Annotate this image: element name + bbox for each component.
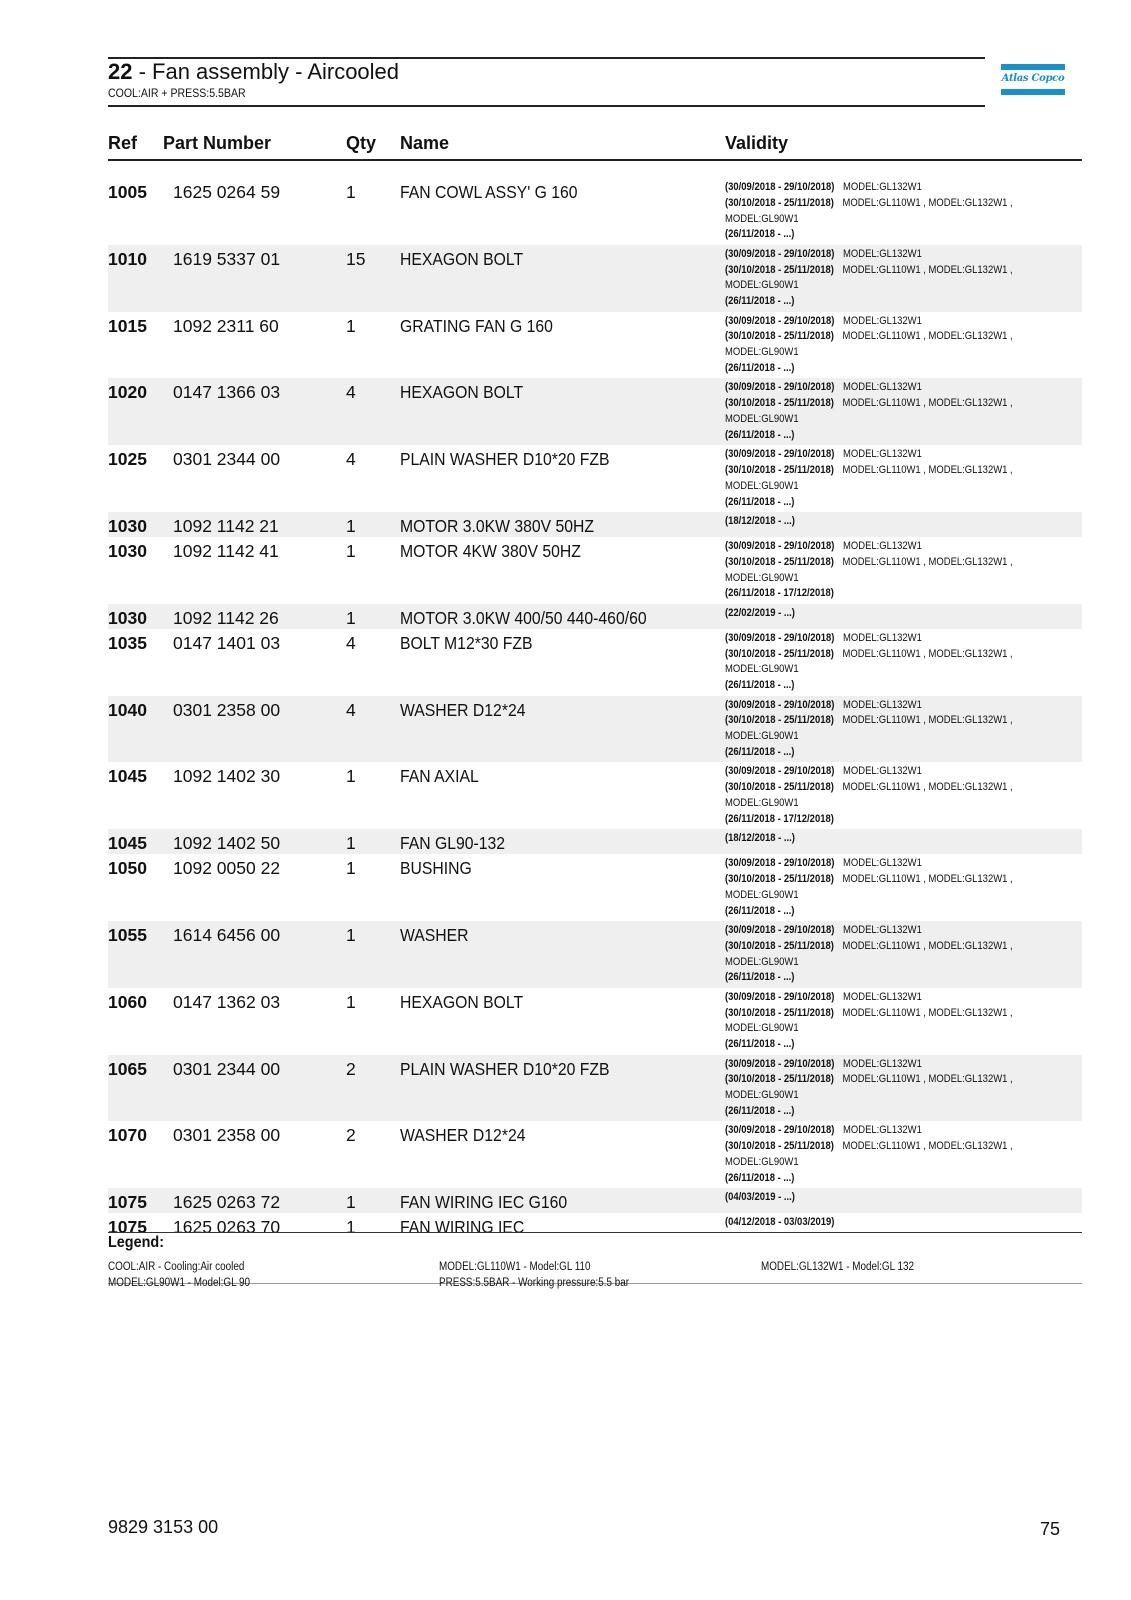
col-validity-header: Validity [725, 133, 789, 153]
logo-bar-bottom [1001, 89, 1065, 95]
validity-line [725, 1037, 1032, 1053]
validity-date-range: (04/03/2019 - ...) [725, 1191, 795, 1204]
validity-models: MODEL:GL132W1 [843, 314, 922, 327]
validity-date-range: (26/11/2018 - 17/12/2018) [725, 587, 834, 600]
validity-line [725, 1021, 1032, 1037]
validity-models: MODEL:GL90W1 [725, 346, 799, 359]
name-cell: PLAIN WASHER D10*20 FZB [400, 1058, 610, 1079]
name-cell: WASHER D12*24 [400, 1125, 526, 1146]
validity-date-range: (26/11/2018 - ...) [725, 904, 795, 917]
ref-cell: 1010 [108, 248, 147, 269]
validity-date-range: (30/09/2018 - 29/10/2018) [725, 990, 835, 1003]
validity-line [725, 1072, 1032, 1088]
validity-models: MODEL:GL110W1 , MODEL:GL132W1 , [842, 330, 1013, 343]
name-cell: MOTOR 4KW 380V 50HZ [400, 541, 581, 561]
validity-line [725, 745, 1032, 761]
validity-date-range: (30/09/2018 - 29/10/2018) [725, 381, 835, 394]
validity-models: MODEL:GL110W1 , MODEL:GL132W1 , [842, 463, 1013, 476]
validity-line [725, 294, 1032, 310]
validity-date-range: (30/10/2018 - 25/11/2018) [725, 1006, 834, 1019]
ref-cell: 1025 [108, 449, 147, 470]
validity-date-range: (26/11/2018 - ...) [725, 1038, 795, 1051]
legend-item: MODEL:GL90W1 - Model:GL 90 [108, 1277, 251, 1289]
ref-cell: 1055 [108, 925, 147, 945]
validity-line [725, 463, 1032, 479]
validity-models: MODEL:GL132W1 [843, 990, 922, 1003]
table-row [108, 178, 1082, 245]
validity-line [725, 1139, 1032, 1155]
validity-models: MODEL:GL110W1 , MODEL:GL132W1 , [842, 714, 1013, 727]
validity-line [725, 196, 1032, 212]
validity-cell [725, 856, 1082, 919]
validity-line [725, 1088, 1032, 1104]
validity-line [725, 904, 1032, 920]
validity-models: MODEL:GL132W1 [843, 698, 922, 711]
validity-date-range: (04/12/2018 - 03/03/2019) [725, 1216, 835, 1229]
table-row [108, 378, 1082, 445]
validity-date-range: (30/10/2018 - 25/11/2018) [725, 872, 834, 885]
qty-cell: 1 [346, 516, 356, 536]
ref-cell: 1065 [108, 1058, 147, 1079]
validity-date-range: (26/11/2018 - ...) [725, 679, 795, 692]
validity-date-range: (30/10/2018 - 25/11/2018) [725, 1140, 834, 1153]
ref-cell: 1045 [108, 766, 147, 787]
validity-date-range: (26/11/2018 - ...) [725, 495, 795, 508]
ref-cell: 1075 [108, 1192, 147, 1213]
ref-cell: 1030 [108, 541, 147, 561]
validity-line [725, 586, 1032, 602]
validity-models: MODEL:GL110W1 , MODEL:GL132W1 , [842, 781, 1013, 794]
qty-cell: 1 [346, 925, 356, 945]
table-row [108, 312, 1082, 379]
table-row [108, 921, 1082, 988]
name-cell: MOTOR 3.0KW 380V 50HZ [400, 516, 595, 536]
validity-date-range: (30/10/2018 - 25/11/2018) [725, 1073, 834, 1086]
validity-models: MODEL:GL110W1 , MODEL:GL132W1 , [842, 647, 1013, 660]
table-header [108, 131, 1082, 161]
validity-line [725, 606, 1032, 622]
validity-line [725, 1190, 1032, 1206]
table-row [108, 537, 1082, 604]
ref-cell: 1030 [108, 516, 147, 536]
qty-cell: 1 [346, 315, 356, 336]
validity-date-range: (30/10/2018 - 25/11/2018) [725, 647, 834, 660]
part-number-cell: 1092 1402 30 [173, 766, 281, 787]
part-number-cell: 0301 2344 00 [173, 1058, 281, 1079]
validity-line [725, 479, 1032, 495]
validity-models: MODEL:GL110W1 , MODEL:GL132W1 , [842, 939, 1013, 952]
validity-line [725, 990, 1032, 1006]
validity-models: MODEL:GL132W1 [843, 181, 922, 193]
validity-models: MODEL:GL110W1 , MODEL:GL132W1 , [842, 872, 1013, 885]
validity-line [725, 514, 1032, 530]
validity-line [725, 1155, 1032, 1171]
validity-date-range: (26/11/2018 - ...) [725, 228, 795, 241]
validity-date-range: (30/10/2018 - 25/11/2018) [725, 397, 834, 410]
validity-models: MODEL:GL90W1 [725, 279, 799, 292]
part-number-cell: 1625 0263 72 [173, 1192, 281, 1213]
validity-models: MODEL:GL110W1 , MODEL:GL132W1 , [842, 196, 1013, 209]
validity-cell [725, 1190, 1082, 1206]
validity-line [725, 856, 1032, 872]
validity-models: MODEL:GL110W1 , MODEL:GL132W1 , [842, 263, 1013, 276]
page-title [108, 59, 399, 85]
validity-line [725, 396, 1032, 412]
col-part-number-header: Part Number [163, 133, 272, 153]
validity-line [725, 314, 1032, 330]
validity-models: MODEL:GL90W1 [725, 1155, 799, 1168]
validity-line [725, 380, 1032, 396]
table-row [108, 1121, 1082, 1188]
part-number-cell: 0147 1401 03 [173, 632, 281, 653]
validity-line [725, 447, 1032, 463]
validity-cell [725, 831, 1082, 847]
table-row [108, 629, 1082, 696]
validity-cell [725, 380, 1082, 443]
validity-date-range: (26/11/2018 - ...) [725, 1171, 795, 1184]
validity-models: MODEL:GL110W1 , MODEL:GL132W1 , [842, 1073, 1013, 1086]
validity-line [725, 1104, 1032, 1120]
section-number: 22 [108, 59, 133, 84]
validity-models: MODEL:GL90W1 [725, 1022, 799, 1035]
validity-line [725, 428, 1032, 444]
validity-line [725, 939, 1032, 955]
validity-line [725, 764, 1032, 780]
validity-date-range: (30/10/2018 - 25/11/2018) [725, 196, 834, 209]
legend-item: MODEL:GL132W1 - Model:GL 132 [761, 1261, 914, 1273]
section-title: - Fan assembly - Aircooled [132, 59, 400, 84]
name-cell: WASHER D12*24 [400, 699, 526, 720]
ref-cell: 1060 [108, 991, 147, 1012]
part-number-cell: 1092 2311 60 [173, 315, 279, 336]
col-name-header: Name [400, 133, 450, 153]
col-qty-header: Qty [346, 133, 377, 153]
validity-line [725, 1215, 1032, 1231]
validity-line [725, 780, 1032, 796]
part-number-cell: 1625 0264 59 [173, 182, 281, 202]
atlas-copco-logo [1001, 64, 1065, 94]
validity-models: MODEL:GL110W1 , MODEL:GL132W1 , [842, 1006, 1013, 1019]
table-row [108, 696, 1082, 763]
validity-cell [725, 990, 1082, 1053]
qty-cell: 1 [346, 858, 356, 879]
ref-cell: 1015 [108, 315, 147, 336]
ref-cell: 1005 [108, 182, 147, 202]
validity-date-range: (26/11/2018 - ...) [725, 745, 795, 758]
validity-models: MODEL:GL132W1 [843, 448, 922, 461]
legend-title: Legend: [108, 1234, 164, 1251]
validity-line [725, 1006, 1032, 1022]
legend [108, 1232, 1082, 1289]
part-number-cell: 1092 0050 22 [173, 858, 281, 879]
part-number-cell: 0301 2344 00 [173, 449, 281, 470]
document-number: 9829 3153 00 [108, 1517, 219, 1537]
validity-line [725, 955, 1032, 971]
name-cell: HEXAGON BOLT [400, 991, 524, 1012]
validity-models: MODEL:GL132W1 [843, 857, 922, 870]
validity-cell [725, 1057, 1082, 1120]
logo-text: Atlas Copco [1001, 73, 1065, 84]
validity-line [725, 412, 1032, 428]
validity-models: MODEL:GL90W1 [725, 412, 799, 425]
qty-cell: 1 [346, 1192, 356, 1213]
validity-cell [725, 180, 1082, 243]
validity-line [725, 345, 1032, 361]
validity-date-range: (30/09/2018 - 29/10/2018) [725, 448, 835, 461]
validity-date-range: (30/09/2018 - 29/10/2018) [725, 924, 835, 936]
validity-line [725, 647, 1032, 663]
validity-models: MODEL:GL132W1 [843, 765, 922, 778]
validity-date-range: (30/10/2018 - 25/11/2018) [725, 555, 834, 568]
validity-date-range: (30/09/2018 - 29/10/2018) [725, 631, 835, 644]
validity-date-range: (30/10/2018 - 25/11/2018) [725, 263, 834, 276]
part-number-cell: 0147 1362 03 [173, 991, 281, 1012]
ref-cell: 1040 [108, 699, 147, 720]
validity-date-range: (30/09/2018 - 29/10/2018) [725, 181, 835, 193]
validity-date-range: (30/09/2018 - 29/10/2018) [725, 314, 835, 327]
validity-line [725, 212, 1032, 228]
validity-date-range: (22/02/2019 - ...) [725, 606, 795, 619]
validity-models: MODEL:GL132W1 [843, 631, 922, 644]
table-row [108, 445, 1082, 512]
validity-models: MODEL:GL110W1 , MODEL:GL132W1 , [842, 1140, 1013, 1153]
validity-models: MODEL:GL132W1 [843, 381, 922, 394]
validity-date-range: (30/09/2018 - 29/10/2018) [725, 540, 835, 552]
validity-date-range: (26/11/2018 - ...) [725, 295, 795, 308]
validity-cell [725, 698, 1082, 761]
name-cell: FAN WIRING IEC G160 [400, 1192, 568, 1213]
validity-date-range: (30/10/2018 - 25/11/2018) [725, 939, 834, 952]
validity-line [725, 247, 1032, 263]
validity-date-range: (26/11/2018 - ...) [725, 1104, 795, 1117]
table-row [108, 1055, 1082, 1122]
ref-cell: 1050 [108, 858, 147, 879]
validity-line [725, 571, 1032, 587]
validity-date-range: (18/12/2018 - ...) [725, 515, 795, 527]
ref-cell: 1030 [108, 607, 147, 628]
name-cell: HEXAGON BOLT [400, 382, 524, 403]
name-cell: BUSHING [400, 858, 472, 879]
validity-line [725, 180, 1032, 196]
validity-date-range: (26/11/2018 - ...) [725, 428, 795, 441]
validity-date-range: (30/09/2018 - 29/10/2018) [725, 1057, 835, 1070]
validity-line [725, 278, 1032, 294]
part-number-cell: 1625 0263 70 [173, 1217, 281, 1238]
validity-cell [725, 539, 1082, 602]
logo-bar-top [1001, 64, 1065, 70]
validity-line [725, 923, 1032, 939]
qty-cell: 1 [346, 1217, 356, 1238]
validity-models: MODEL:GL90W1 [725, 1089, 799, 1102]
qty-cell: 1 [346, 833, 356, 854]
qty-cell: 15 [346, 248, 366, 269]
table-row [108, 829, 1082, 854]
table-row [108, 854, 1082, 921]
validity-date-range: (30/10/2018 - 25/11/2018) [725, 714, 834, 727]
part-number-cell: 1092 1142 26 [173, 607, 279, 628]
validity-date-range: (26/11/2018 - ...) [725, 971, 795, 984]
part-number-cell: 0301 2358 00 [173, 1125, 281, 1146]
qty-cell: 4 [346, 699, 356, 720]
page-subtitle: COOL:AIR + PRESS:5.5BAR [108, 86, 246, 100]
qty-cell: 1 [346, 991, 356, 1012]
validity-date-range: (30/10/2018 - 25/11/2018) [725, 781, 834, 794]
validity-date-range: (30/09/2018 - 29/10/2018) [725, 247, 835, 260]
validity-models: MODEL:GL90W1 [725, 212, 799, 225]
qty-cell: 4 [346, 449, 356, 470]
ref-cell: 1035 [108, 632, 147, 653]
validity-line [725, 970, 1032, 986]
qty-cell: 2 [346, 1058, 356, 1079]
validity-line [725, 631, 1032, 647]
part-number-cell: 0301 2358 00 [173, 699, 281, 720]
validity-date-range: (26/11/2018 - 17/12/2018) [725, 812, 834, 825]
validity-date-range: (18/12/2018 - ...) [725, 832, 795, 845]
name-cell: MOTOR 3.0KW 400/50 440-460/60 [400, 607, 647, 628]
validity-line [725, 713, 1032, 729]
part-number-cell: 0147 1366 03 [173, 382, 281, 403]
validity-line [725, 555, 1032, 571]
validity-cell [725, 514, 1082, 530]
validity-cell [725, 923, 1082, 986]
validity-models: MODEL:GL90W1 [725, 663, 799, 676]
part-number-cell: 1092 1402 50 [173, 833, 281, 854]
validity-date-range: (26/11/2018 - ...) [725, 361, 795, 374]
validity-line [725, 1171, 1032, 1187]
validity-date-range: (30/09/2018 - 29/10/2018) [725, 857, 835, 870]
qty-cell: 1 [346, 182, 356, 202]
name-cell: FAN GL90-132 [400, 833, 506, 854]
name-cell: FAN COWL ASSY' G 160 [400, 182, 578, 202]
validity-models: MODEL:GL110W1 , MODEL:GL132W1 , [842, 555, 1013, 568]
validity-cell [725, 1123, 1082, 1186]
validity-cell [725, 764, 1082, 827]
validity-models: MODEL:GL132W1 [843, 540, 922, 552]
validity-line [725, 831, 1032, 847]
qty-cell: 1 [346, 607, 356, 628]
validity-cell [725, 631, 1082, 694]
name-cell: HEXAGON BOLT [400, 248, 524, 269]
validity-cell [725, 247, 1082, 310]
validity-line [725, 888, 1032, 904]
part-number-cell: 1614 6456 00 [173, 925, 281, 945]
validity-date-range: (30/09/2018 - 29/10/2018) [725, 765, 835, 778]
col-ref-header: Ref [108, 133, 138, 153]
legend-item: MODEL:GL110W1 - Model:GL 110 [439, 1261, 591, 1273]
page-number: 75 [1040, 1519, 1061, 1539]
validity-models: MODEL:GL90W1 [725, 730, 799, 743]
validity-line [725, 729, 1032, 745]
part-number-cell: 1092 1142 41 [173, 541, 279, 561]
validity-cell [725, 1215, 1082, 1231]
validity-line [725, 872, 1032, 888]
qty-cell: 1 [346, 541, 356, 561]
validity-line [725, 698, 1032, 714]
validity-line [725, 361, 1032, 377]
validity-line [725, 678, 1032, 694]
validity-models: MODEL:GL132W1 [843, 247, 922, 260]
validity-line [725, 495, 1032, 511]
validity-models: MODEL:GL90W1 [725, 888, 799, 901]
table-row [108, 1188, 1082, 1213]
table-row [108, 245, 1082, 312]
validity-models: MODEL:GL132W1 [843, 924, 922, 936]
ref-cell: 1070 [108, 1125, 147, 1146]
validity-models: MODEL:GL90W1 [725, 571, 799, 584]
validity-cell [725, 606, 1082, 622]
validity-line [725, 812, 1032, 828]
validity-cell [725, 447, 1082, 510]
validity-models: MODEL:GL90W1 [725, 796, 799, 809]
validity-line [725, 539, 1032, 555]
validity-line [725, 1123, 1032, 1139]
validity-models: MODEL:GL110W1 , MODEL:GL132W1 , [842, 397, 1013, 410]
validity-models: MODEL:GL132W1 [843, 1124, 922, 1137]
validity-line [725, 329, 1032, 345]
legend-item: PRESS:5.5BAR - Working pressure:5.5 bar [439, 1277, 630, 1289]
name-cell: FAN AXIAL [400, 766, 479, 787]
validity-line [725, 796, 1032, 812]
name-cell: BOLT M12*30 FZB [400, 632, 533, 653]
table-row [108, 988, 1082, 1055]
qty-cell: 4 [346, 382, 356, 403]
validity-date-range: (30/10/2018 - 25/11/2018) [725, 330, 834, 343]
part-number-cell: 1092 1142 21 [173, 516, 279, 536]
qty-cell: 2 [346, 1125, 356, 1146]
validity-line [725, 662, 1032, 678]
validity-models: MODEL:GL132W1 [843, 1057, 922, 1070]
legend-item: COOL:AIR - Cooling:Air cooled [108, 1261, 245, 1273]
qty-cell: 1 [346, 766, 356, 787]
validity-models: MODEL:GL90W1 [725, 955, 799, 968]
validity-line [725, 227, 1032, 243]
name-cell: GRATING FAN G 160 [400, 315, 553, 336]
name-cell: PLAIN WASHER D10*20 FZB [400, 449, 610, 470]
table-row [108, 604, 1082, 629]
name-cell: WASHER [400, 925, 469, 945]
validity-line [725, 263, 1032, 279]
ref-cell: 1045 [108, 833, 147, 854]
table-row [108, 512, 1082, 537]
ref-cell: 1075 [108, 1217, 147, 1238]
name-cell: FAN WIRING IEC [400, 1217, 525, 1238]
page-header [108, 57, 985, 107]
part-number-cell: 1619 5337 01 [173, 248, 281, 269]
validity-date-range: (30/10/2018 - 25/11/2018) [725, 463, 834, 476]
validity-cell [725, 314, 1082, 377]
validity-date-range: (30/09/2018 - 29/10/2018) [725, 1124, 835, 1137]
ref-cell: 1020 [108, 382, 147, 403]
qty-cell: 4 [346, 632, 356, 653]
table-row [108, 762, 1082, 829]
validity-line [725, 1057, 1032, 1073]
validity-date-range: (30/09/2018 - 29/10/2018) [725, 698, 835, 711]
validity-models: MODEL:GL90W1 [725, 479, 799, 492]
